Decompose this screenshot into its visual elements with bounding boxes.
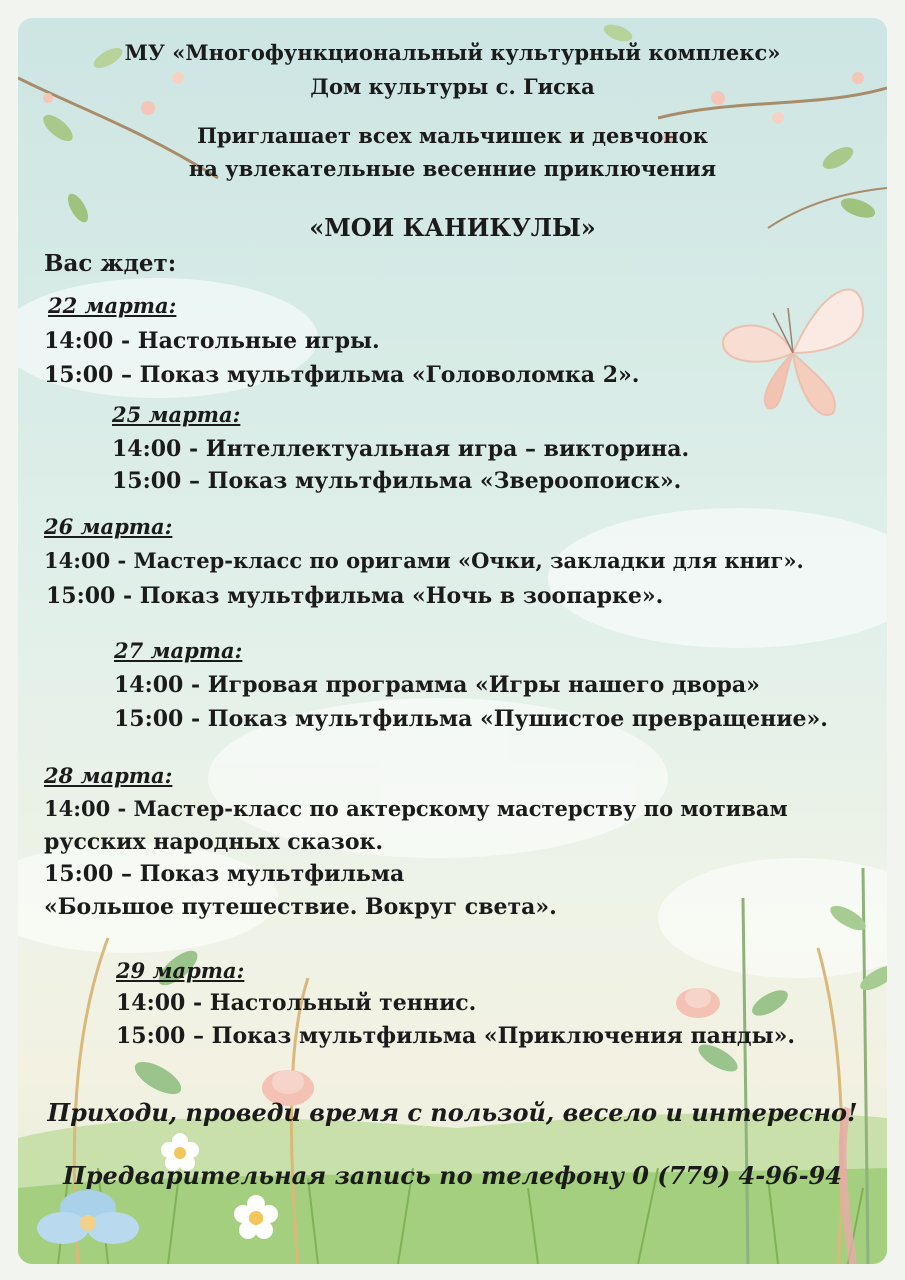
event-title: «МОИ КАНИКУЛЫ» [309, 213, 596, 242]
intro-label: Вас ждет: [44, 250, 177, 277]
schedule-event: «Большое путешествие. Вокруг света». [44, 894, 557, 920]
schedule-event: 14:00 - Настольный теннис. [116, 990, 477, 1016]
invite-line-2: на увлекательные весенние приключения [188, 156, 717, 181]
venue-name: Дом культуры с. Гиска [310, 74, 595, 99]
schedule-event: 15:00 – Показ мультфильма [44, 861, 405, 887]
schedule-date: 28 марта: [44, 763, 173, 788]
flower-pink-icon-2 [676, 988, 720, 1018]
schedule-date: 26 марта: [44, 514, 173, 539]
butterfly-icon [723, 290, 863, 415]
slogan: Приходи, проведи время с пользой, весело и интересно! [47, 1098, 858, 1127]
schedule-event: 15:00 – Показ мультфильма «Приключения панды». [116, 1023, 796, 1049]
schedule-event: 15:00 – Показ мультфильма «Звероопоиск». [112, 468, 682, 494]
schedule-event: 14:00 - Игровая программа «Игры нашего двора» [114, 672, 760, 698]
schedule-date: 29 марта: [116, 958, 245, 983]
schedule-event: 14:00 - Интеллектуальная игра – викторина. [112, 436, 690, 462]
registration-phone: Предварительная запись по телефону 0 (779) 4-96-94 [63, 1161, 842, 1190]
schedule-date: 22 марта: [48, 293, 177, 318]
schedule-event: 14:00 - Мастер-класс по оригами «Очки, закладки для книг». [44, 548, 804, 573]
schedule-event: русских народных сказок. [44, 829, 384, 855]
poster [18, 18, 887, 1264]
schedule-event: 15:00 - Показ мультфильма «Пушистое превращение». [114, 706, 828, 732]
schedule-date: 27 марта: [114, 638, 243, 663]
org-name: МУ «Многофункциональный культурный комплекс» [124, 40, 781, 65]
schedule-event: 14:00 - Настольные игры. [44, 328, 380, 354]
schedule-event: 15:00 – Показ мультфильма «Головоломка 2». [44, 362, 640, 388]
invite-line-1: Приглашает всех мальчишек и девчонок [197, 123, 708, 148]
schedule-date: 25 марта: [112, 402, 241, 427]
schedule-event: 14:00 - Мастер-класс по актерскому мастерству по мотивам [44, 796, 788, 821]
schedule-event: 15:00 - Показ мультфильма «Ночь в зоопарке». [46, 583, 664, 609]
